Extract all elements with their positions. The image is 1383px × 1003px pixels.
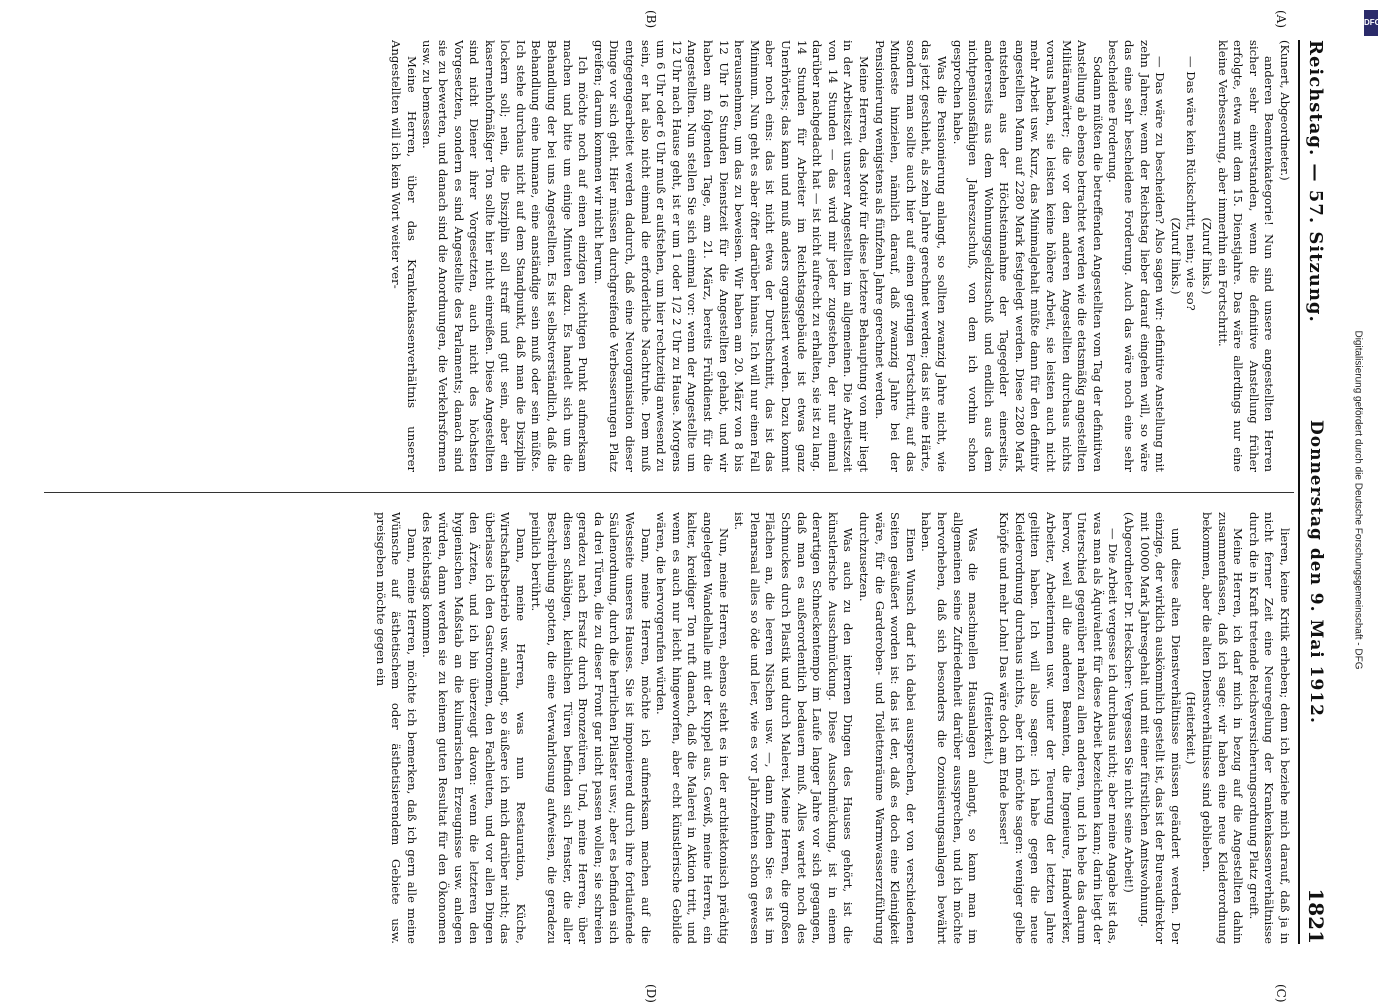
paragraph: (Heiterkeit.) xyxy=(981,691,996,765)
paragraph: Dann, meine Herren, was nun Restauration, Küche, Wirtschaftsbetrieb usw. anlangt, so äußere ich mich darüber nicht; das überlasse ich den Gastronomen, den Fachleuten, und vor allen Dingen den Ärzten, und ich bin überzeugt davon: wenn die letzteren den hygienischen Maßstab an die kulinarischen Erzeugnisse usw. anlegen würden, dann werden sie zu keinem guten Resultat für den Ökonomen des Reichstags kommen. xyxy=(420,512,528,944)
header-left: Reichstag. — 57. Sitzung. xyxy=(1305,40,1326,323)
paragraph: Meine Herren, ich darf mich in bezug auf die Angestellten dahin zusammenfassen, daß ich sage: wir haben eine neue Kleiderordnung bekommen, aber die alten Dienstverhältnisse sind geblieben. xyxy=(1200,512,1246,944)
page-body xyxy=(38,10,1328,1003)
paragraph: anderen Beamtenkategorie! Nun sind unsere angestellten Herren sicher sehr einverstanden, wenn die definitive Anstellung früher erfolgte, etwa mit dem 15. Dienstjahre. Das wäre allerdings nur eine kleine Verbesserung, aber immerhin ein Fortschritt. xyxy=(1215,40,1277,472)
margin-marker-b: (B) xyxy=(644,10,658,29)
paragraph: Was auch zu den internen Dingen des Hauses gehört, ist die künstlerische Ausschmückung. Diese Ausschmückung, ist in einem derartigen Schneckentempo im Laufe langer Jahre vor sich gegangen, daß man es außerordentlich bedauern muß. Alles wartet noch des Schmuckes durch Plastik und durch Malerei. Meine Herren, die großen Flächen an, die leeren Nischen usw. —, dann finden Sie: es ist im Plenarsaal alles so öde und leer, wie es vor Jahrzehnten schon gewesen ist. xyxy=(732,512,856,944)
paragraph: Dann, meine Herren, möchte ich bemerken, daß ich gern alle meine Wünsche auf ästhetischem oder ästhetisierendem Gebiete usw. preisgeben möchte gegen ein xyxy=(373,512,419,944)
paragraph: (Zuruf links.) xyxy=(1168,217,1183,295)
paragraph: Dann, meine Herren, möchte ich aufmerksam machen auf die Westseite unseres Hauses. Sie ist imponierend durch ihre fortlaufende Säulenordnung, durch die herrlichen Pilaster usw.; aber es befinden sich da drei Türen, die zu dieser Front gar nicht passen wollen; sie schreien geradezu nach Ersatz durch Bronzetüren. Und, meine Herren, über diesen schäbigen, kleinlichen Türen befinden sich Fenster, die aller Beschreibung spotten, die eine Verwahrlosung aufweisen, die geradezu peinlich berührt. xyxy=(529,512,653,944)
paragraph: Was die Pensionierung anlangt, so sollten zwanzig Jahre nicht, wie das jetzt geschieht, als zehn Jahre gerechnet werden; das ist eine Härte, sondern man sollte auch hier auf einen geringen Fortschritt, auf das Mindeste hinzielen, nämlich darauf, daß zwanzig Jahre bei der Pensionierung wenigstens als fünfzehn Jahre gerechnet werden. xyxy=(872,40,949,472)
paragraph: Meine Herren, über das Krankenkassenverhältnis unserer Angestellten will ich kein Wort weiter ver- xyxy=(389,40,419,472)
header-date: Donnerstag den 9. Mai 1912. xyxy=(1306,420,1326,724)
paragraph: (Abgeordneter Dr. Heckscher: Vergessen Sie nicht seine Arbeit!) xyxy=(1122,512,1137,893)
paragraph: — Das wäre kein Rückschritt, nein; wie so? xyxy=(1184,56,1199,311)
paragraph: — Das wäre zu bescheiden? Also sagen wir: definitive Anstellung mit zehn Jahren; wenn der Reichstag lieber darauf eingehen will, so wäre das eine sehr bescheidene Forderung. Auch das wäre noch eine sehr bescheidene Forderung. xyxy=(1106,40,1168,472)
left-column xyxy=(42,40,1292,472)
paragraph: (Heiterkeit.) xyxy=(1184,691,1199,765)
paragraph: (Zuruf links.) xyxy=(1200,217,1215,295)
column-divider xyxy=(44,492,1294,493)
paragraph: Meine Herren, das Motiv für diese letztere Behauptung von mir liegt in der Arbeitszeit unserer Angestellten im allgemeinen. Die Arbeitszeit von 14 Stunden — das wird mir jeder zugestehen, der nur einmal darüber nachgedacht hat — ist nicht aufrecht zu erhalten, sie ist zu lang. 14 Stunden für Arbeiter im Reichstagsgebäude ist etwas ganz Unerhörtes; das kann und muß anders organisiert werden. Dazu kommt aber noch eins: das ist nicht etwa der Durchschnitt, das ist das Minimum. Nun geht es aber öfter darüber hinaus. Ich will nur einen Fall herausnehmen, um das zu beweisen. Wir haben am 20. März von 8 bis 12 Uhr 16 Stunden Dienstzeit für die Angestellten gehabt, und wir haben am folgenden Tage, am 21. März, bereits Frühdienst für die Angestellten. Nun stellen Sie sich einmal vor: wenn der Angestellte um 12 Uhr nach Hause geht, ist er um 1 oder 1/2 2 Uhr zu Hause. Morgens um 6 Uhr oder 6 Uhr muß er aufstehen, um hier rechtzeitig anwesend zu sein, er hat also nicht einmal die erforderliche Nachtruhe. Dem muß entgegengearbeitet werden dadurch, daß eine Neuorganisation dieser Dinge vor sich geht. Hier müssen durchgreifende Verbesserungen Platz greifen; darum kommen wir nicht herum. xyxy=(591,40,871,472)
right-column xyxy=(42,512,1292,944)
page-number: 1821 xyxy=(1304,888,1328,944)
paragraph: — Die Arbeit vergesse ich durchaus nicht; aber meine Angabe ist das, was man als Äquivalent für diese Arbeit bezeichnen kann; darin liegt der Unterschied gegenüber nahezu allen anderen, und ich hebe das darum hervor, weil all die anderen Beamten, die Ingenieure, Handwerker, Arbeiter, Arbeiterinnen usw. unter der Teuerung der letzten Jahre gelitten haben. Ich will also sagen: ich habe gegen die neue Kleiderordnung durchaus nichts, aber ich möchte sagen: weniger gelbe Knöpfe und mehr Lohn! Das wäre doch am Ende besser! xyxy=(997,512,1121,944)
margin-marker-d: (D) xyxy=(644,984,658,1003)
paragraph: und diese alten Dienstverhältnisse müssen geändert werden. Der einzige, der wirklich auskömmlich gestellt ist, das ist der Bureaudirektor mit 10000 Mark Jahresgehalt und mit einer fürstlichen Amtswohnung. xyxy=(1137,512,1183,944)
paragraph: (Kunert, Abgeordneter.) xyxy=(1278,40,1292,181)
margin-marker-a: (A) xyxy=(1274,10,1288,29)
paragraph: lieren, keine Kritik erheben; denn ich beziehe mich darauf, daß ja in nicht ferner Zeit eine Neuregelung der Krankenkassenverhältnisse durch die in Kraft tretende Reichsversicherungsordnung Platz greift. xyxy=(1246,512,1292,944)
header-rule xyxy=(1298,40,1300,944)
page-header xyxy=(1302,40,1328,944)
paragraph: Einen Wunsch darf ich dabei aussprechen, der von verschiedenen Seiten geäußert worden ist: das ist der, daß es doch eine Kleinigkeit wäre, für die Garderoben- und Toilettenräume Warmwasserzuführung durchzusetzen. xyxy=(856,512,918,944)
digitization-note-text: Digitalisierung gefördert durch die Deutsche Forschungsgemeinschaft - DFG xyxy=(1352,330,1364,670)
margin-marker-c: (C) xyxy=(1274,984,1288,1003)
dfg-logo: DFG xyxy=(1364,10,1378,36)
paragraph: Ich möchte noch auf einen einzigen wichtigen Punkt aufmerksam machen und bitte um einige Minuten dazu. Es handelt sich um die Behandlung der bei uns Angestellten. Es ist selbstverständlich, daß die Behandlung eine humane, eine anständige sein muß oder sein müßte. Ich stehe durchaus nicht auf dem Standpunkt, daß man die Disziplin lockern soll; nein, die Disziplin soll straff und gut sein, aber ein kasernenhofmäßiger Ton sollte hier nicht einreißen. Diese Angestellten sind nicht Diener ihrer Vorgesetzten, auch nicht des höchsten Vorgesetzten, sondern es sind Angestellte des Parlaments; danach sind sie zu bewerten, und danach sind die Anordnungen, die Verkehrsformen usw. zu bemessen. xyxy=(420,40,591,472)
paragraph: Nun, meine Herren, ebenso steht es in der architektonisch prächtig angelegten Wandelhalle mit der Kuppel aus. Gewiß, meine Herren, ein kalter, kreidiger Ton ruft danach, daß die Malerei in Aktion tritt, und wenn es auch nur leicht hingeworfen, aber echt künstlerische Gebilde wären, die hervorgerufen würden. xyxy=(654,512,731,944)
paragraph: Sodann müßten die betreffenden Angestellten vom Tag der definitiven Anstellung ab ebenso betrachtet werden wie die etatsmäßig angestellten Militäranwärter; die vor den anderen Angestellten durchaus nichts voraus haben, sie leisten keine höhere Arbeit, sie leisten auch nicht mehr Arbeit usw. Kurz, das Minimalgehalt müßte dann für den definitiv angestellten Mann auf 2280 Mark festgelegt werden. Diese 2280 Mark entstehen aus der Höchsteinnahme der Tagegelder einerseits, andererseits aus dem Wohnungsgeldzuschuß und endlich aus dem nichtpensionsfähigen Jahreszuschuß, von dem ich vorhin schon gesprochen habe. xyxy=(950,40,1105,472)
paragraph: Was die maschinellen Hausanlagen anlangt, so kann man im allgemeinen seine Zufriedenheit darüber aussprechen, und ich möchte hervorheben, daß sich besonders die Ozonisierungsanlagen bewährt haben. xyxy=(919,512,981,944)
